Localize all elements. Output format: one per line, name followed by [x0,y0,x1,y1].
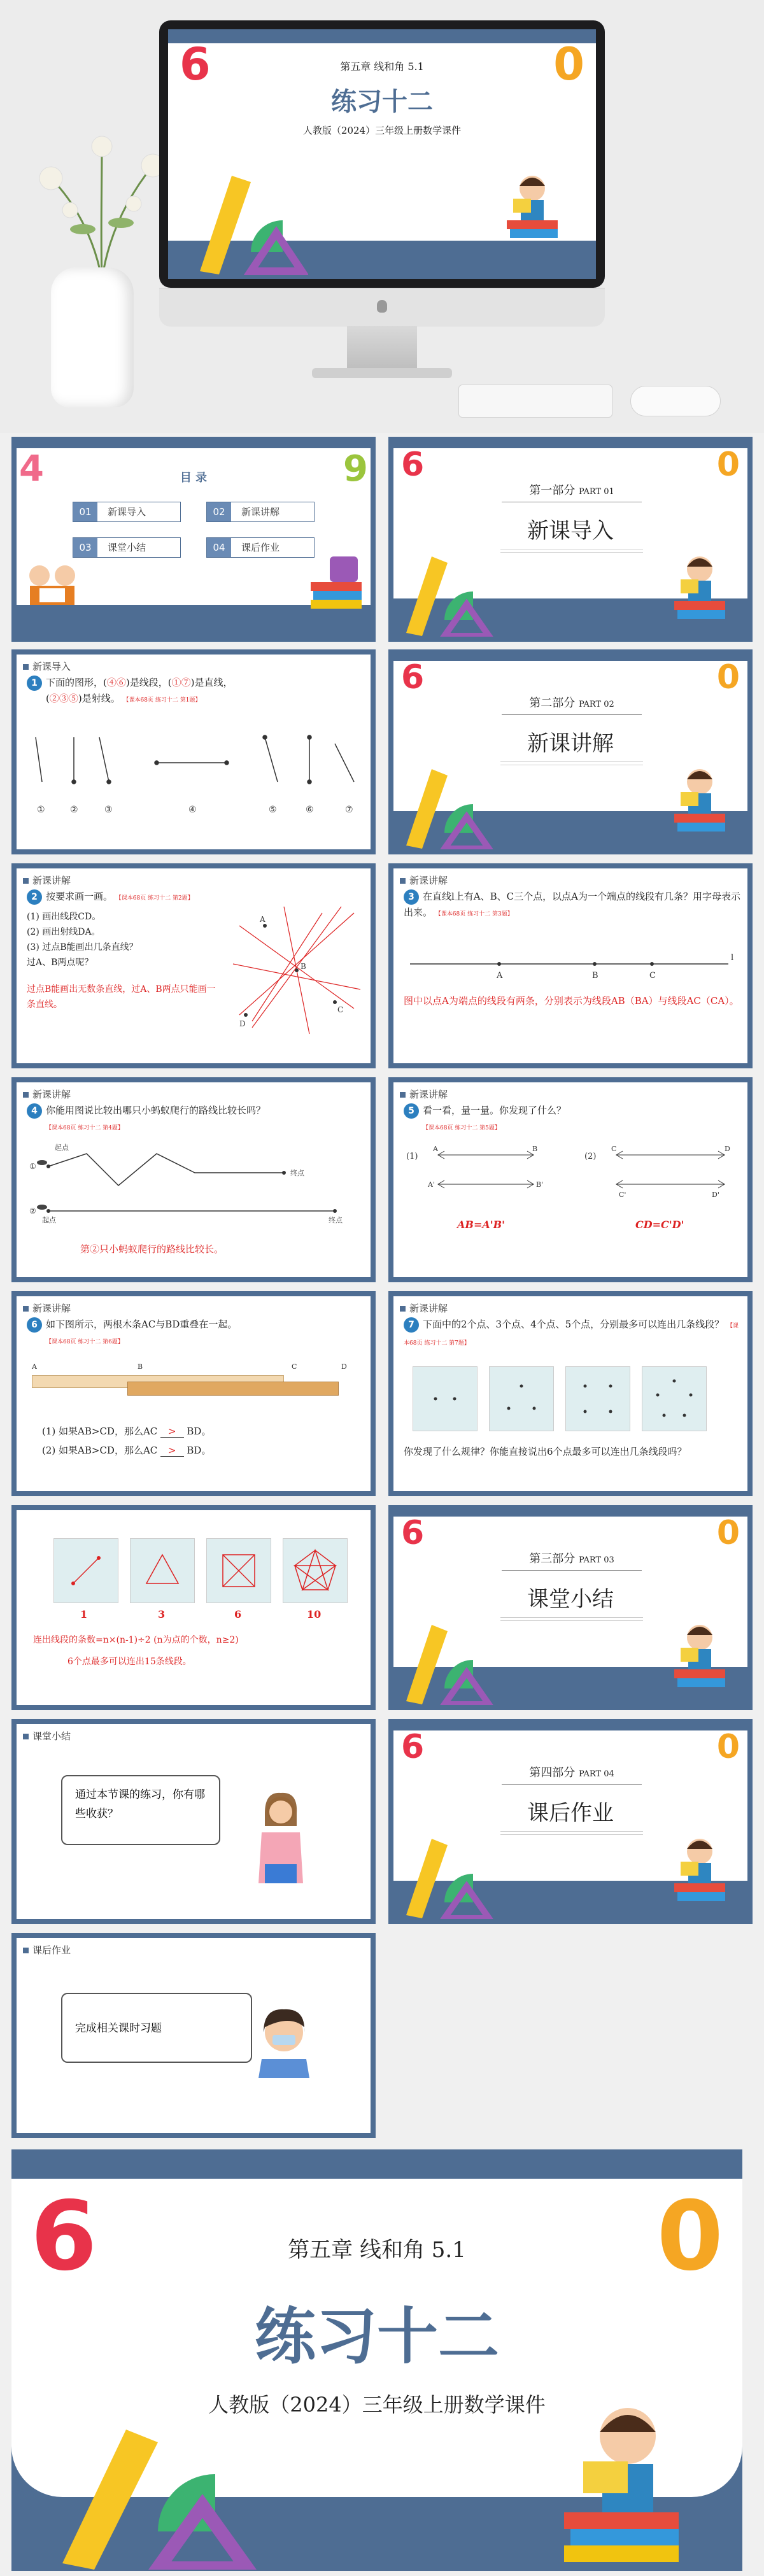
digit-zero-icon: 0 [716,446,740,484]
section-part-label: 第二部分 PART 02 [502,694,642,715]
placeholder-text-lines [500,549,643,553]
monitor [159,20,605,288]
point-a: A [497,971,503,980]
monitor-stand [347,326,417,371]
ruler-triangle-icon [194,157,308,278]
reading-boy-icon [665,756,735,839]
reading-boy-icon [665,544,735,626]
svg-text:C: C [611,1146,617,1153]
digit-six-icon: 6 [401,1728,425,1766]
q6-answer-2: (2) 如果AB>CD，那么AC > BD。 [42,1445,211,1456]
q2-items: (1) 画出线段CD。 (2) 画出射线DA。 (3) 过点B能画出几条直线？ 过A、B两点呢？ [27,912,138,968]
keyboard [458,385,612,418]
point-d: D [239,1019,246,1028]
slide-q2 [11,863,376,1068]
svg-text:①: ① [29,1162,36,1171]
q4-text: 4 你能用图说比较出哪只小蚂蚁爬行的路线比较长吗？ 【课本68页 练习十二 第4题】 [27,1103,371,1136]
toc-item-03[interactable]: 03 课堂小结 [73,537,181,558]
slide-homework [11,1933,376,2138]
q2-text: 2 按要求画一画。 【课本68页 练习十二 第2题】 [27,889,371,906]
digit-six-icon: 6 [180,38,211,90]
section-title: 课堂小结 [527,1587,614,1612]
point-b: B [301,962,306,971]
count-4: 6 [234,1608,242,1620]
section-title: 新课导入 [527,518,614,544]
digit-zero-icon: 0 [716,1514,740,1552]
q5-answer-2: CD=C'D' [635,1219,684,1231]
books-bag-icon [304,544,368,614]
point-b: B [592,971,598,980]
count-2: 1 [80,1608,88,1620]
slide-q4 [11,1077,376,1282]
section-title: 课后作业 [527,1801,614,1826]
monitor-title: 练习十二 [331,87,433,117]
placeholder-text-lines [500,1831,643,1835]
point-c: C [337,1005,344,1014]
plant-decoration [25,127,178,280]
monitor-subtitle: 人教版（2024）三年级上册数学课件 [302,125,462,136]
q3-text: 3 在直线l上有A、B、C三个点，以点A为一个端点的线段有几条？用字母表示出来。 【课本68页 练习十二 第3题】 [404,891,740,918]
digit-zero-icon: 0 [716,658,740,697]
q1-text: 1 下面的图形，(④⑥)是线段，(①⑦)是直线， (②③⑤)是射线。 【课本68页 练习十二 第1题】 [27,675,364,708]
lines-box-5 [283,1538,348,1603]
q6-answer-1: (1) 如果AB>CD，那么AC > BD。 [42,1426,211,1437]
ruler-triangle-icon [400,1820,495,1921]
point-c: C [649,971,656,980]
digit-six-icon: 6 [401,1514,425,1552]
toc-title: 目 录 [180,471,208,485]
placeholder-text-lines [500,761,643,765]
count-3: 3 [158,1608,166,1620]
ruler-triangle-icon [50,2404,279,2570]
q7-question: 你发现了什么规律？你能直接说出6个点最多可以连出几条线段吗？ [404,1446,687,1457]
slide-header: 课堂小结 [23,1729,71,1743]
slide-q3 [388,863,753,1068]
toc-item-01[interactable]: 01 新课导入 [73,502,181,522]
placeholder-text-lines [500,1617,643,1621]
q6-text: 6 如下图所示，两根木条AC与BD重叠在一起。 【课本68页 练习十二 第6题】 [27,1317,371,1350]
reading-boy-icon [551,2385,704,2563]
slide-header: 新课讲解 [400,1087,448,1101]
q7-result: 6个点最多可以连出15条线段。 [67,1657,192,1667]
section-title: 新课讲解 [527,731,614,756]
digit-nine-icon: 9 [343,448,368,490]
homework-bubble: 完成相关课时习题 [61,1993,252,2063]
svg-text:起点: 起点 [42,1216,56,1224]
hero-mockup [0,0,764,433]
digit-six-icon: 6 [401,446,425,484]
svg-text:C': C' [619,1191,626,1199]
q3-line [404,945,741,983]
slide-section-01 [388,437,753,642]
slide-q7-answer [11,1505,376,1710]
dots-box-5 [642,1366,707,1431]
slide-q5 [388,1077,753,1282]
digit-zero-icon: 0 [656,2181,723,2292]
count-5: 10 [307,1608,322,1620]
slide-summary [11,1719,376,1924]
lines-box-2 [53,1538,118,1603]
lines-box-3 [130,1538,195,1603]
kids-reading-icon [20,550,84,614]
slide-header: 新课讲解 [400,874,448,887]
q5-text: 5 看一看，量一量。你发现了什么？ 【课本68页 练习十二 第5题】 [404,1103,747,1136]
svg-text:终点: 终点 [329,1216,343,1224]
digit-zero-icon: 0 [716,1728,740,1766]
reading-boy-icon [665,1826,735,1909]
teacher-icon [246,1788,316,1896]
q3-answer: 图中以点A为端点的线段有两条，分别表示为线段AB（BA）与线段AC（CA）。 [404,995,739,1007]
wood-strip-bd [127,1382,339,1396]
slide-q1: 新课导入 1 下面的图形，(④⑥)是线段，(①⑦)是直线， (②③⑤)是射线。 【课本68页 练习十二 第1题】 ① ② ③ ④ ⑤ ⑥ ⑦ [11,649,376,854]
summary-bubble: 通过本节课的练习，你有哪些收获？ [61,1775,220,1845]
digit-six-icon: 6 [31,2181,97,2292]
slide-section-04 [388,1719,753,1924]
reading-boy-icon [494,163,570,246]
mouse [630,386,721,416]
digit-four-icon: 4 [19,448,44,490]
slide-section-03 [388,1505,753,1710]
cover-title: 练习十二 [255,2300,499,2372]
q6-point-labels: A B C D [32,1362,347,1371]
ant-icon [37,1160,47,1210]
point-a: A [260,915,265,924]
slide-cover-large [11,2149,742,2571]
svg-text:起点: 起点 [55,1143,69,1152]
q2-answer: 过点B能画出无数条直线，过A、B两点只能画一条直线。 [27,984,216,1010]
slide-header: 课后作业 [23,1943,71,1957]
monitor-base [312,368,452,378]
svg-text:D': D' [712,1191,719,1199]
slide-q7 [388,1291,753,1496]
monitor-screen [168,29,596,279]
slide-header: 新课讲解 [23,874,71,887]
reading-boy-icon [665,1612,735,1695]
slide-header: 新课讲解 [23,1301,71,1315]
ruler-triangle-icon [400,1606,495,1708]
svg-text:A': A' [428,1180,435,1189]
dots-box-4 [565,1366,630,1431]
lines-box-4 [206,1538,271,1603]
ruler-triangle-icon [400,750,495,852]
q7-rule: 连出线段的条数=n×(n-1)÷2 (n为点的个数，n≥2) [33,1635,239,1645]
svg-text:A: A [433,1146,438,1153]
slide-header: 新课讲解 [400,1301,448,1315]
slide-toc [11,437,376,642]
line-l-label: l [731,953,734,963]
digit-six-icon: 6 [401,658,425,697]
section-part-label: 第一部分 PART 01 [502,481,642,502]
q5-figures [406,1146,744,1210]
digit-zero-icon: 0 [553,38,584,90]
toc-item-04[interactable]: 04 课后作业 [206,537,315,558]
svg-text:②: ② [29,1207,36,1215]
section-part-label: 第四部分 PART 04 [502,1764,642,1785]
q2-drawing [227,900,367,1040]
toc-item-02[interactable]: 02 新课讲解 [206,502,315,522]
slide-header: 新课导入 [23,660,71,673]
svg-text:B': B' [536,1180,544,1189]
q4-ant-paths [29,1141,360,1224]
q4-answer: 第②只小蚂蚁爬行的路线比较长。 [80,1243,224,1255]
apple-logo-icon [377,300,387,313]
ruler-triangle-icon [400,537,495,639]
student-icon [246,2002,322,2078]
slide-header: 新课讲解 [23,1087,71,1101]
monitor-chapter: 第五章 线和角 5.1 [340,60,424,73]
svg-text:终点: 终点 [290,1169,304,1177]
svg-text:(1): (1) [406,1152,418,1161]
cover-chapter: 第五章 线和角 5.1 [288,2237,466,2263]
dots-box-2 [413,1366,478,1431]
monitor-chin [159,288,605,327]
svg-text:D: D [725,1146,730,1153]
cover-subtitle: 人教版（2024）三年级上册数学课件 [208,2393,546,2417]
slide-q6 [11,1291,376,1496]
svg-text:(2): (2) [584,1152,597,1161]
q7-text: 7 下面中的2个点、3个点、4个点、5个点，分别最多可以连出几条线段？ 【课本68页 练习十二 第7题】 [404,1319,739,1347]
vase [51,267,134,407]
section-part-label: 第三部分 PART 03 [502,1550,642,1571]
slide-section-02 [388,649,753,854]
dots-box-3 [489,1366,554,1431]
q5-answer-1: AB=A'B' [457,1219,506,1231]
q1-figures [29,731,360,801]
svg-text:B: B [532,1146,538,1153]
